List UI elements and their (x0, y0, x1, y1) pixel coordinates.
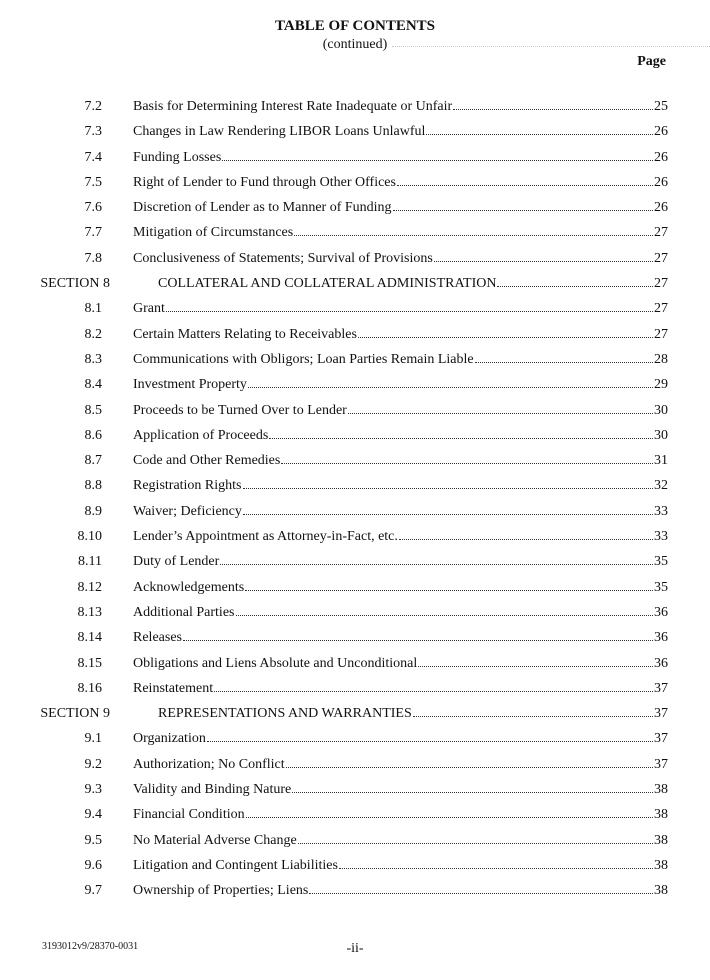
dot-leader (248, 386, 653, 388)
dot-leader (418, 665, 653, 667)
dot-leader (413, 715, 653, 717)
toc-entry-page: 25 (654, 99, 668, 114)
toc-entry-row (0, 655, 710, 680)
toc-entry-number: 8.6 (84, 427, 102, 443)
dot-leader (453, 108, 653, 110)
toc-entry (133, 832, 668, 850)
toc-entry-number: 8.9 (84, 503, 102, 519)
dot-leader (222, 159, 653, 161)
toc-entry-number: 7.5 (84, 174, 102, 190)
toc-entry-label: COLLATERAL AND COLLATERAL ADMINISTRATION (158, 276, 497, 292)
dot-leader (281, 462, 653, 464)
toc-entry-page: 38 (654, 883, 668, 899)
toc-entry-number: SECTION 9 (40, 706, 110, 722)
toc-entry-number: 8.11 (78, 554, 102, 570)
toc-entry-number: 8.12 (77, 579, 102, 595)
toc-entry-page: 35 (654, 554, 668, 570)
toc-entry (133, 528, 668, 546)
toc-entry-number: 9.5 (84, 832, 102, 848)
toc-entry-page: 27 (654, 250, 668, 266)
toc-entry-row (0, 174, 710, 199)
toc-entry-page: 26 (654, 149, 668, 165)
toc-entry-row (0, 756, 710, 781)
toc-entry-label: Organization (133, 731, 206, 747)
toc-entry (133, 503, 668, 521)
toc-entry (133, 553, 668, 571)
toc-entry-page: 28 (654, 351, 668, 367)
toc-title: TABLE OF CONTENTS (274, 18, 436, 34)
toc-entry-label: Registration Rights (133, 478, 242, 494)
toc-entry-page: 38 (654, 807, 668, 823)
toc-entry-row (0, 123, 710, 148)
toc-entry-page: 36 (654, 630, 668, 646)
toc-entry-label: Duty of Lender (133, 554, 220, 570)
toc-entry-label: Authorization; No Conflict (133, 756, 285, 772)
toc-entry (133, 730, 668, 748)
toc-entry-page: 37 (654, 706, 668, 722)
dot-leader (298, 842, 653, 844)
toc-entry-page: 26 (654, 174, 668, 190)
toc-entry-label: Waiver; Deficiency (133, 503, 242, 519)
dot-leader (358, 336, 653, 338)
toc-entry-label: Application of Proceeds (133, 427, 269, 443)
toc-entry-row (0, 629, 710, 654)
toc-entry-label: No Material Adverse Change (133, 832, 297, 848)
toc-entry-label: Litigation and Contingent Liabilities (133, 857, 338, 873)
toc-entry-number: 9.7 (84, 883, 102, 899)
dot-leader (434, 260, 653, 262)
toc-entry-row (0, 224, 710, 249)
toc-entry-row (0, 477, 710, 502)
toc-entry-number: 7.3 (84, 124, 102, 140)
toc-entry-page: 27 (654, 276, 668, 292)
toc-entry (133, 579, 668, 597)
toc-entry (133, 781, 668, 799)
toc-list (0, 98, 710, 908)
toc-subtitle: (continued) (322, 37, 388, 52)
dot-leader (269, 437, 653, 439)
toc-entry-row (0, 857, 710, 882)
toc-entry-page: 30 (654, 427, 668, 443)
toc-entry-page: 27 (654, 301, 668, 317)
dot-leader (183, 639, 653, 641)
toc-entry (133, 680, 668, 698)
toc-entry-label: Funding Losses (133, 149, 222, 165)
toc-entry-page: 26 (654, 124, 668, 140)
toc-entry-number: 8.10 (77, 529, 102, 545)
toc-entry-label: Changes in Law Rendering LIBOR Loans Unlawful (133, 124, 426, 140)
toc-entry-row (0, 149, 710, 174)
toc-entry (133, 224, 668, 242)
dot-leader (214, 690, 653, 692)
toc-entry-number: 8.13 (77, 604, 102, 620)
subtitle-rule (392, 46, 710, 47)
toc-entry-label: REPRESENTATIONS AND WARRANTIES (158, 706, 412, 722)
toc-entry-label: Lender’s Appointment as Attorney-in-Fact, etc. (133, 529, 398, 545)
toc-entry-label: Ownership of Properties; Liens (133, 883, 309, 899)
document-id: 3193012v9/28370-0031 (42, 941, 139, 952)
toc-entry-page: 38 (654, 782, 668, 798)
toc-entry-label: Grant (133, 301, 165, 317)
toc-entry (133, 756, 668, 774)
toc-entry-number: 8.4 (84, 377, 102, 393)
toc-entry-page: 37 (654, 680, 668, 696)
toc-entry-label: Code and Other Remedies (133, 453, 281, 469)
toc-entry-page: 36 (654, 604, 668, 620)
toc-entry-page: 26 (654, 200, 668, 216)
dot-leader (426, 133, 653, 135)
toc-section-row (0, 705, 710, 730)
toc-entry-number: 9.2 (84, 756, 102, 772)
toc-entry-page: 33 (654, 529, 668, 545)
toc-entry-row (0, 199, 710, 224)
toc-entry (133, 123, 668, 141)
toc-entry (133, 300, 668, 318)
toc-entry-label: Financial Condition (133, 807, 245, 823)
toc-entry-row (0, 351, 710, 376)
dot-leader (393, 209, 653, 211)
toc-entry-number: 8.16 (77, 680, 102, 696)
toc-entry-number: 8.7 (84, 453, 102, 469)
toc-entry (133, 655, 668, 673)
toc-entry-number: 8.3 (84, 351, 102, 367)
toc-entry (133, 427, 668, 445)
toc-entry-row (0, 402, 710, 427)
dot-leader (497, 285, 653, 287)
toc-entry-number: 8.15 (77, 655, 102, 671)
toc-entry (133, 402, 668, 420)
toc-entry-page: 27 (654, 225, 668, 241)
toc-entry-page: 37 (654, 731, 668, 747)
toc-entry-row (0, 579, 710, 604)
dot-leader (243, 487, 654, 489)
dot-leader (207, 740, 653, 742)
toc-entry (133, 629, 668, 647)
toc-entry-page: 36 (654, 655, 668, 671)
dot-leader (220, 563, 653, 565)
toc-entry-page: 38 (654, 857, 668, 873)
dot-leader (246, 816, 653, 818)
toc-entry-number: 8.2 (84, 326, 102, 342)
toc-entry-label: Investment Property (133, 377, 247, 393)
dot-leader (286, 766, 653, 768)
dot-leader (166, 310, 653, 312)
toc-entry-number: SECTION 8 (40, 276, 110, 292)
toc-entry-number: 9.3 (84, 782, 102, 798)
toc-entry (133, 477, 668, 495)
toc-entry-page: 38 (654, 832, 668, 848)
toc-entry-number: 7.8 (84, 250, 102, 266)
toc-entry (133, 149, 668, 167)
toc-entry-label: Reinstatement (133, 680, 214, 696)
dot-leader (339, 867, 653, 869)
toc-entry-row (0, 452, 710, 477)
toc-entry-label: Basis for Determining Interest Rate Inadequate or Unfair (133, 99, 453, 114)
toc-entry-row (0, 680, 710, 705)
dot-leader (245, 589, 653, 591)
toc-entry-label: Mitigation of Circumstances (133, 225, 294, 241)
toc-entry-row (0, 832, 710, 857)
toc-entry (133, 174, 668, 192)
toc-entry (133, 604, 668, 622)
dot-leader (243, 513, 653, 515)
dot-leader (397, 184, 653, 186)
toc-entry-number: 7.4 (84, 149, 102, 165)
toc-entry-number: 7.7 (84, 225, 102, 241)
toc-entry-page: 29 (654, 377, 668, 393)
toc-entry-row (0, 300, 710, 325)
toc-entry-number: 8.5 (84, 402, 102, 418)
toc-entry-number: 9.1 (84, 731, 102, 747)
toc-entry (133, 326, 668, 344)
dot-leader (348, 412, 653, 414)
toc-entry-row (0, 781, 710, 806)
toc-entry (133, 98, 668, 116)
toc-entry-row (0, 427, 710, 452)
toc-entry (133, 376, 668, 394)
toc-entry-page: 27 (654, 326, 668, 342)
toc-entry-row (0, 604, 710, 629)
toc-entry-page: 31 (654, 453, 668, 469)
dot-leader (309, 892, 653, 894)
toc-section-row (0, 275, 710, 300)
toc-entry-label: Proceeds to be Turned Over to Lender (133, 402, 347, 418)
toc-entry-row (0, 806, 710, 831)
page-number: -ii- (346, 941, 364, 956)
toc-entry-number: 8.8 (84, 478, 102, 494)
toc-entry (133, 351, 668, 369)
toc-entry-number: 7.2 (84, 99, 102, 114)
toc-entry (133, 857, 668, 875)
dot-leader (399, 538, 653, 540)
toc-entry-row (0, 326, 710, 351)
toc-entry (133, 882, 668, 900)
toc-entry (158, 705, 668, 723)
toc-entry-number: 9.6 (84, 857, 102, 873)
toc-entry-row (0, 98, 710, 123)
toc-entry-label: Additional Parties (133, 604, 235, 620)
toc-entry-label: Releases (133, 630, 182, 646)
toc-entry-page: 35 (654, 579, 668, 595)
dot-leader (475, 361, 653, 363)
dot-leader (292, 791, 653, 793)
toc-entry-row (0, 376, 710, 401)
toc-entry-page: 37 (654, 756, 668, 772)
toc-entry-row (0, 528, 710, 553)
page-column-header: Page (637, 54, 666, 69)
toc-entry-label: Discretion of Lender as to Manner of Funding (133, 200, 392, 216)
toc-entry-label: Right of Lender to Fund through Other Offices (133, 174, 396, 190)
toc-entry-row (0, 882, 710, 907)
toc-entry-row (0, 503, 710, 528)
toc-entry (158, 275, 668, 293)
toc-entry-row (0, 250, 710, 275)
toc-entry (133, 199, 668, 217)
toc-entry-number: 8.14 (77, 630, 102, 646)
toc-entry-label: Obligations and Liens Absolute and Unconditional (133, 655, 418, 671)
toc-entry-row (0, 553, 710, 578)
toc-entry-row (0, 730, 710, 755)
toc-entry-number: 8.1 (84, 301, 102, 317)
toc-entry-label: Acknowledgements (133, 579, 245, 595)
toc-entry-label: Validity and Binding Nature (133, 782, 292, 798)
toc-entry-number: 9.4 (84, 807, 102, 823)
toc-entry (133, 452, 668, 470)
toc-entry-page: 30 (654, 402, 668, 418)
toc-entry-number: 7.6 (84, 200, 102, 216)
toc-entry-label: Certain Matters Relating to Receivables (133, 326, 357, 342)
toc-entry (133, 806, 668, 824)
dot-leader (294, 234, 653, 236)
toc-entry-page: 32 (654, 478, 668, 494)
toc-entry-label: Conclusiveness of Statements; Survival of Provisions (133, 250, 433, 266)
toc-entry-label: Communications with Obligors; Loan Parties Remain Liable (133, 351, 474, 367)
toc-entry (133, 250, 668, 268)
dot-leader (236, 614, 654, 616)
toc-entry-page: 33 (654, 503, 668, 519)
